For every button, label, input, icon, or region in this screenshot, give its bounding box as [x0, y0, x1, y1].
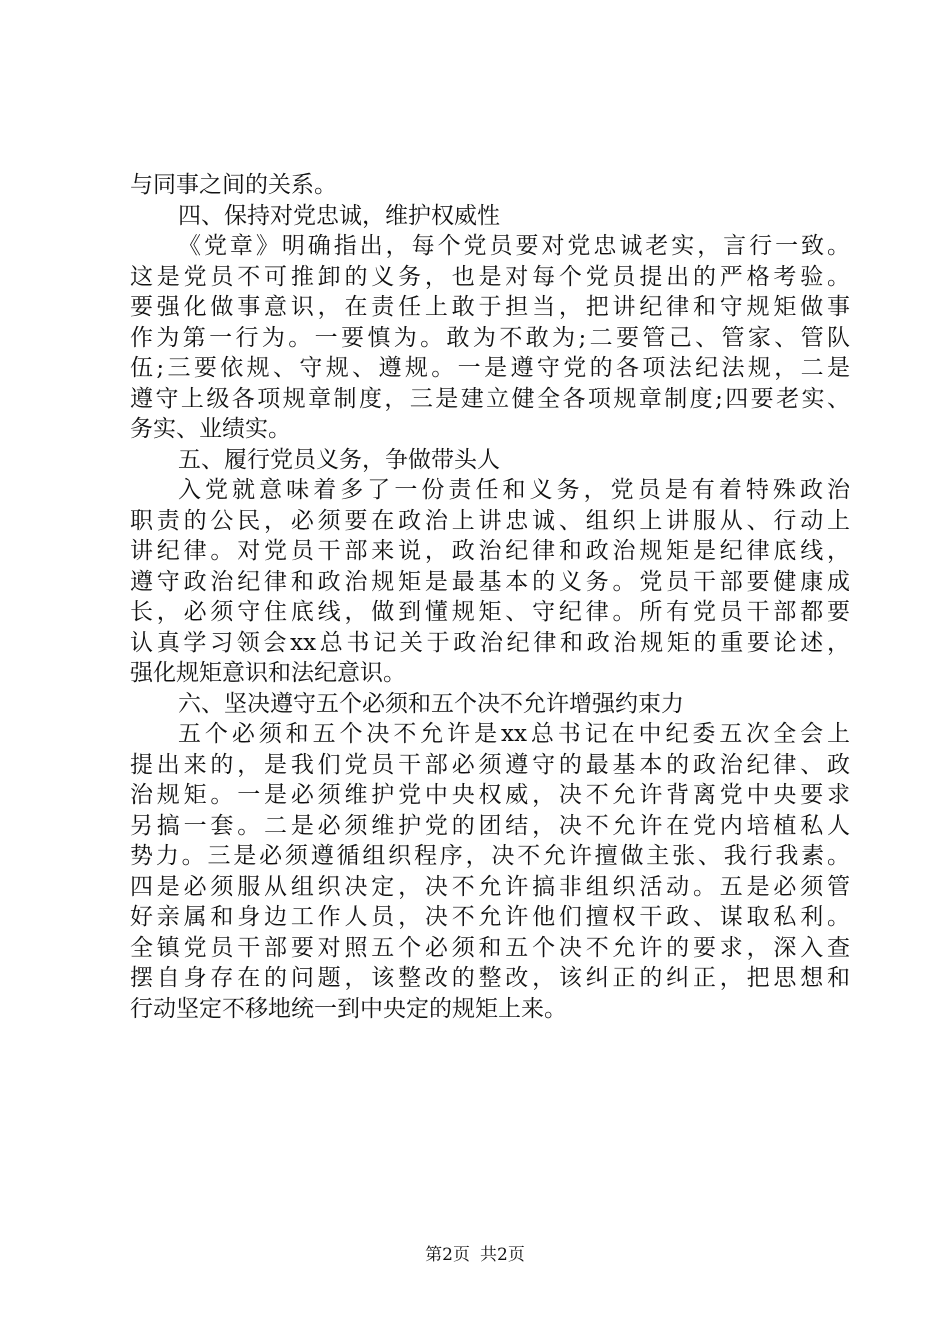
- text-line: 长，必须守住底线，做到懂规矩、守纪律。所有党员干部都要: [130, 599, 850, 625]
- text-line: 务实、业绩实。: [130, 416, 291, 442]
- text-line: 《党章》明确指出，每个党员要对党忠诚老实，言行一致。: [178, 233, 850, 259]
- text-line: 行动坚定不移地统一到中央定的规矩上来。: [130, 995, 567, 1022]
- text-line: 与同事之间的关系。: [130, 172, 337, 198]
- section-heading: 四、保持对党忠诚，维护权威性: [178, 202, 500, 229]
- text-line: 治规矩。一是必须维护党中央权威，决不允许背离党中央要求: [130, 782, 850, 808]
- section-heading: 五、履行党员义务，争做带头人: [178, 446, 500, 473]
- section-heading: 六、坚决遵守五个必须和五个决不允许增强约束力: [178, 690, 684, 717]
- total-pages: 共2页: [480, 1245, 525, 1265]
- text-line: 遵守政治纪律和政治规矩是最基本的义务。党员干部要健康成: [130, 568, 850, 595]
- text-line: 入党就意味着多了一份责任和义务，党员是有着特殊政治: [178, 477, 850, 503]
- page-footer: [0, 1244, 950, 1266]
- text-line: 要强化做事意识，在责任上敢于担当，把讲纪律和守规矩做事: [130, 294, 850, 320]
- text-line: 职责的公民，必须要在政治上讲忠诚、组织上讲服从、行动上: [130, 507, 850, 534]
- text-line: 认真学习领会xx总书记关于政治纪律和政治规矩的重要论述，: [130, 629, 850, 656]
- text-line: 势力。三是必须遵循组织程序，决不允许擅做主张、我行我素。: [130, 843, 850, 869]
- text-line: 这是党员不可推卸的义务，也是对每个党员提出的严格考验。: [130, 263, 850, 290]
- text-line: 遵守上级各项规章制度，三是建立健全各项规章制度;四要老实、: [130, 385, 850, 412]
- text-line: 摆自身存在的问题，该整改的整改，该纠正的纠正，把思想和: [130, 965, 850, 991]
- text-line: 全镇党员干部要对照五个必须和五个决不允许的要求，深入查: [130, 934, 850, 961]
- text-line: 另搞一套。二是必须维护党的团结，决不允许在党内培植私人: [130, 812, 850, 839]
- text-line: 四是必须服从组织决定，决不允许搞非组织活动。五是必须管: [130, 873, 850, 900]
- text-line: 好亲属和身边工作人员，决不允许他们擅权干政、谋取私利。: [130, 904, 850, 930]
- text-line: 作为第一行为。一要慎为。敢为不敢为;二要管己、管家、管队: [130, 324, 850, 351]
- document-body: [130, 170, 850, 1024]
- text-line: 讲纪律。对党员干部来说，政治纪律和政治规矩是纪律底线，: [130, 538, 850, 564]
- text-line: 五个必须和五个决不允许是xx总书记在中纪委五次全会上: [178, 721, 850, 747]
- page-number: 第2页: [425, 1245, 470, 1265]
- text-line: 强化规矩意识和法纪意识。: [130, 660, 406, 686]
- text-line: 伍;三要依规、守规、遵规。一是遵守党的各项法纪法规，二是: [130, 355, 850, 381]
- text-line: 提出来的，是我们党员干部必须遵守的最基本的政治纪律、政: [130, 751, 850, 778]
